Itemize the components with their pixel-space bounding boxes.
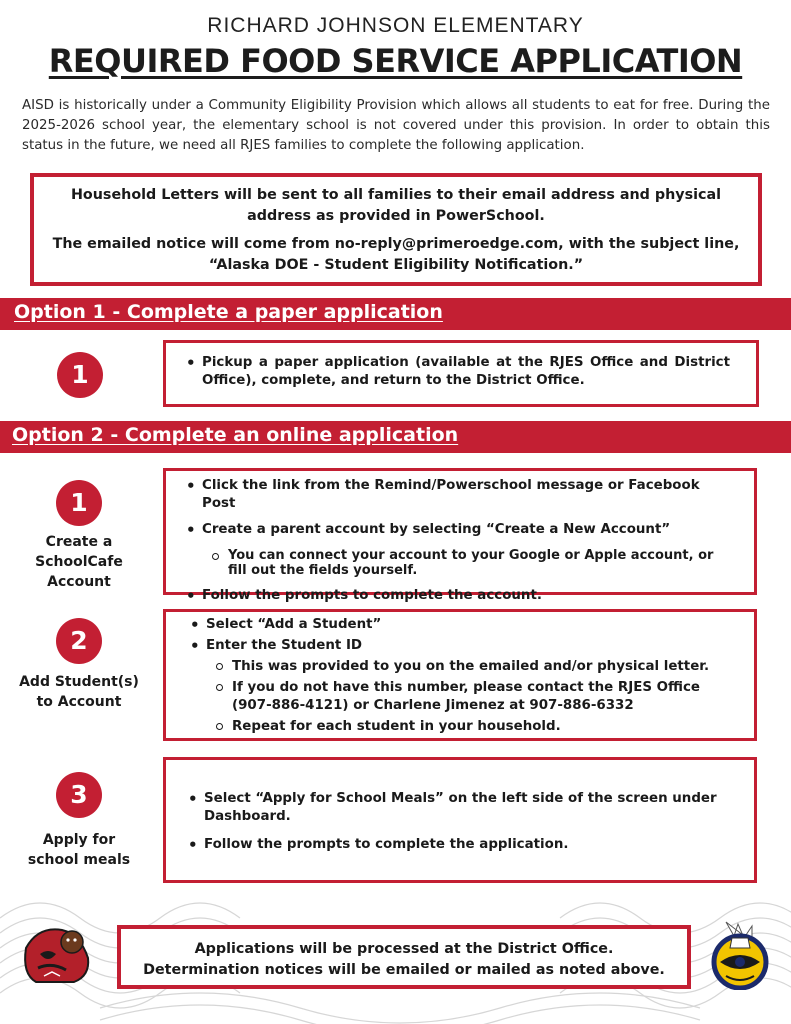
option-2-heading: Option 2 - Complete an online application [12,424,459,446]
step-1-instructions [163,468,757,603]
household-letters-notice [30,173,762,286]
step-2-bullet-1: • Select “Add a Student” [206,616,734,634]
option-1-bullet: • Pickup a paper application (available at the RJES Office and District Office), complete, and return to the District Office. [202,354,730,390]
step-2-sub-bullet-3: Repeat for each student in your household. [232,718,734,736]
bear-mascot-icon [18,918,94,986]
notice-line-2: The emailed notice will come from no-reply@primeroedge.com, with the subject line, “Alaska DOE - Student Eligibility Notification.” [52,236,740,273]
step-3-label: Apply for school meals [27,832,131,868]
step-2-sub-bullet-2: If you do not have this number, please contact the RJES Office (907-886-4121) or Charlene Jimenez at 907-886-6332 [232,679,734,715]
school-name: RICHARD JOHNSON ELEMENTARY [207,14,584,37]
option-1-instructions [163,340,759,407]
processing-line-1: Applications will be processed at the District Office. [194,941,614,957]
intro-paragraph: AISD is historically under a Community Eligibility Provision which allows all students to eat for free. During the 2025-2026 school year, the elementary school is not covered under this provision. In order to obtain this status in the future, we need all RJES families to complete the following application. [22,98,770,153]
step-2-bullet-2: • Enter the Student ID [206,637,734,655]
step-1-bullet-2: • Create a parent account by selecting “Create a New Account” [202,521,734,539]
step-3-bullet-2: • Follow the prompts to complete the application. [204,836,730,854]
step-2-number: 2 [56,618,102,664]
step-2-label: Add Student(s) to Account [19,674,139,710]
page-title: REQUIRED FOOD SERVICE APPLICATION [48,42,743,80]
step-1-label: Create a SchoolCafe Account [35,534,123,590]
option-2-header [0,421,791,453]
option-1-heading: Option 1 - Complete a paper application [14,301,443,323]
notice-line-1: Household Letters will be sent to all families to their email address and physical address as provided in PowerSchool. [70,187,722,224]
step-2-instructions [163,609,757,741]
step-3-number: 3 [56,772,102,818]
processing-line-2: Determination notices will be emailed or mailed as noted above. [143,962,665,978]
step-1-sub-bullet: You can connect your account to your Google or Apple account, or fill out the fields yourself. [228,548,734,578]
step-1-bullet-3: • Follow the prompts to complete the account. [202,587,734,605]
step-3-instructions [163,757,757,883]
step-2-sub-bullet-1: This was provided to you on the emailed and/or physical letter. [232,658,734,676]
step-1-bullet-1: • Click the link from the Remind/Powerschool message or Facebook Post [202,477,734,513]
eagle-mascot-icon [704,918,774,990]
option-1-header [0,298,791,330]
processing-notice [117,925,691,989]
step-3-bullet-1: • Select “Apply for School Meals” on the left side of the screen under Dashboard. [204,790,730,826]
option-1-step-number: 1 [57,352,103,398]
step-1-number: 1 [56,480,102,526]
